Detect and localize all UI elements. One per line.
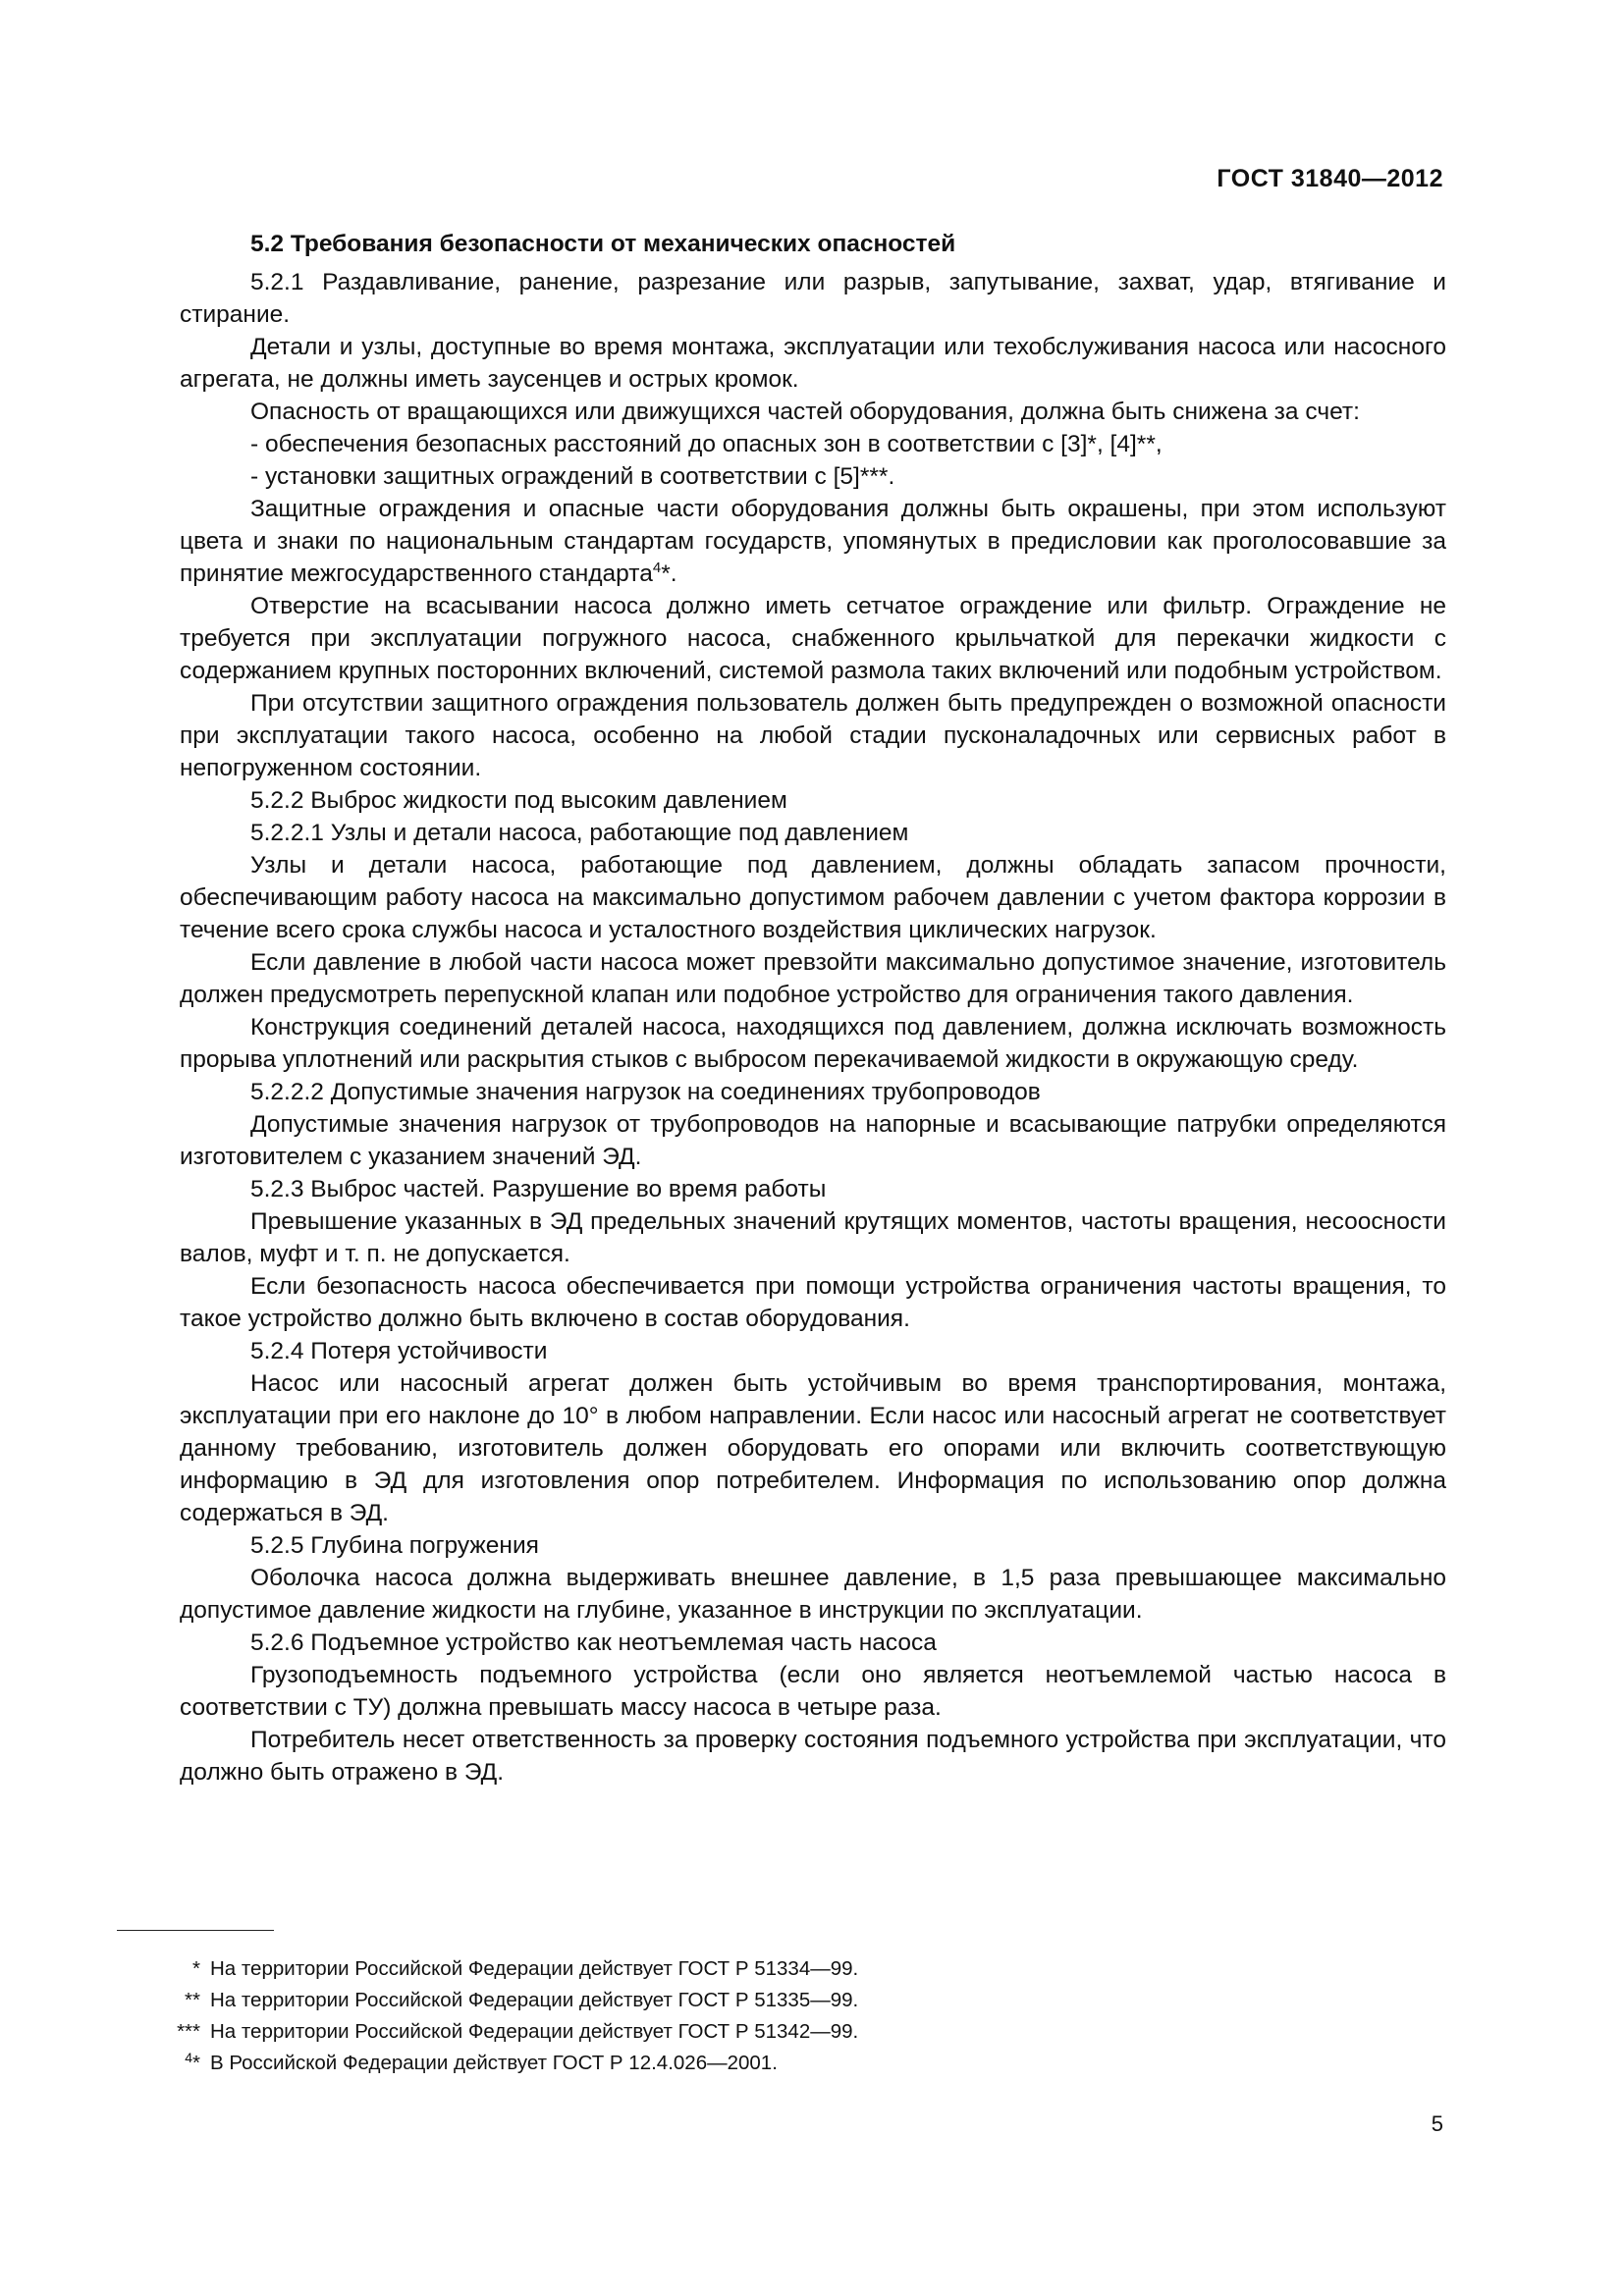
footnote-text: На территории Российской Федерации действует ГОСТ Р 51342—99. <box>210 2020 859 2043</box>
subsection-5-2-4: 5.2.4 Потеря устойчивости <box>250 1338 548 1364</box>
footnote-item <box>147 1985 1227 2016</box>
footnote-mark <box>147 2048 210 2079</box>
paragraph-danger: Опасность от вращающихся или движущихся частей оборудования, должна быть снижена за счет: <box>250 399 1360 425</box>
document-id-header: ГОСТ 31840—2012 <box>1217 165 1443 192</box>
paragraph-strength: Узлы и детали насоса, работающие под давлением, должны обладать запасом прочности, обеспечивающим работу насоса на максимально допустимом рабочем давлении с учетом фактора коррозии в течение всего срока службы насоса и усталостного воздействия циклических нагрузок. <box>180 852 1446 943</box>
document-body <box>180 228 1446 1789</box>
paragraph-speed: Если безопасность насоса обеспечивается при помощи устройства ограничения частоты вращения, то такое устройство должно быть включено в состав оборудования. <box>180 1273 1446 1332</box>
footnote-mark-star: * <box>192 2052 200 2074</box>
paragraph-torque: Превышение указанных в ЭД предельных значений крутящих моментов, частоты вращения, несоосности валов, муфт и т. п. не допускается. <box>180 1208 1446 1267</box>
footnote-text: В Российской Федерации действует ГОСТ Р 12.4.026—2001. <box>210 2052 778 2074</box>
footnotes <box>147 1953 1227 2079</box>
page-number: 5 <box>1431 2111 1443 2136</box>
paragraph-shell: Оболочка насоса должна выдерживать внешнее давление, в 1,5 раза превышающее максимально допустимое давление жидкости на глубине, указанное в инструкции по эксплуатации. <box>180 1565 1446 1624</box>
subsection-5-2-2-2: 5.2.2.2 Допустимые значения нагрузок на соединениях трубопроводов <box>250 1079 1041 1105</box>
footnote-item <box>147 2016 1227 2048</box>
subsection-5-2-3: 5.2.3 Выброс частей. Разрушение во время работы <box>250 1176 827 1202</box>
footnote-ref-4: 4 <box>652 560 662 576</box>
paragraph-no-guard: При отсутствии защитного ограждения пользователь должен быть предупрежден о возможной опасности при эксплуатации такого насоса, особенно на любой стадии пусконаладочных или сервисных работ в непогруженном состоянии. <box>180 690 1446 781</box>
subsection-5-2-5: 5.2.5 Глубина погружения <box>250 1532 539 1559</box>
footnote-mark: ** <box>185 1989 200 2011</box>
paragraph-suction: Отверстие на всасывании насоса должно иметь сетчатое ограждение или фильтр. Ограждение не требуется при эксплуатации погружного насоса, снабженного крыльчаткой для перекачки жидкости с содержанием крупных посторонних включений, системой размола таких включений или подобным устройством. <box>180 593 1446 684</box>
footnote-item <box>147 2048 1227 2079</box>
footnote-mark: * <box>192 1957 200 1980</box>
paragraph-stability: Насос или насосный агрегат должен быть устойчивым во время транспортирования, монтажа, эксплуатации при его наклоне до 10° в любом направлении. Если насос или насосный агрегат не соответствует данному требованию, изготовитель должен оборудовать его опорами или включить соответствующую информацию в ЭД для изготовления опор потребителем. Информация по использованию опор должна содержаться в ЭД. <box>180 1370 1446 1526</box>
footnote-mark: *** <box>177 2020 200 2043</box>
footnote-text: На территории Российской Федерации действует ГОСТ Р 51335—99. <box>210 1989 859 2011</box>
paragraph-loads: Допустимые значения нагрузок от трубопроводов на напорные и всасывающие патрубки определяются изготовителем с указанием значений ЭД. <box>180 1111 1446 1170</box>
paragraph-joints: Конструкция соединений деталей насоса, находящихся под давлением, должна исключать возможность прорыва уплотнений или раскрытия стыков с выбросом перекачиваемой жидкости в окружающую среду. <box>180 1014 1446 1073</box>
dash-item-distances: - обеспечения безопасных расстояний до опасных зон в соответствии с [3]*, [4]**, <box>250 431 1163 457</box>
subsection-5-2-6: 5.2.6 Подъемное устройство как неотъемлемая часть насоса <box>250 1629 937 1656</box>
subsection-5-2-2-1: 5.2.2.1 Узлы и детали насоса, работающие под давлением <box>250 820 909 846</box>
paragraph-capacity: Грузоподъемность подъемного устройства (если оно является неотъемлемой частью насоса в соответствии с ТУ) должна превышать массу насоса в четыре раза. <box>180 1662 1446 1721</box>
paragraph-consumer: Потребитель несет ответственность за проверку состояния подъемного устройства при эксплуатации, что должно быть отражено в ЭД. <box>180 1727 1446 1786</box>
paragraph-bypass: Если давление в любой части насоса может превзойти максимально допустимое значение, изготовитель должен предусмотреть перепускной клапан или подобное устройство для ограничения такого давления. <box>180 949 1446 1008</box>
paragraph-guards-text: Защитные ограждения и опасные части оборудования должны быть окрашены, при этом используют цвета и знаки по национальным стандартам государств, упомянутых в предисловии как проголосовавшие за принятие межгосударственного стандарта <box>180 496 1446 587</box>
paragraph-5-2-1: 5.2.1 Раздавливание, ранение, разрезание или разрыв, запутывание, захват, удар, втягивание и стирание. <box>180 269 1446 328</box>
paragraph-guards-end: *. <box>661 561 677 587</box>
footnote-mark-sup: 4 <box>185 2050 193 2065</box>
paragraph-details: Детали и узлы, доступные во время монтажа, эксплуатации или техобслуживания насоса или насосного агрегата, не должны иметь заусенцев и острых кромок. <box>180 334 1446 393</box>
paragraph-guards <box>180 493 1446 590</box>
dash-item-guards: - установки защитных ограждений в соответствии с [5]***. <box>250 463 895 490</box>
section-heading: 5.2 Требования безопасности от механических опасностей <box>250 231 956 257</box>
footnote-item <box>147 1953 1227 1985</box>
subsection-5-2-2: 5.2.2 Выброс жидкости под высоким давлением <box>250 787 787 814</box>
footnote-divider <box>117 1930 274 1931</box>
footnote-text: На территории Российской Федерации действует ГОСТ Р 51334—99. <box>210 1957 859 1980</box>
